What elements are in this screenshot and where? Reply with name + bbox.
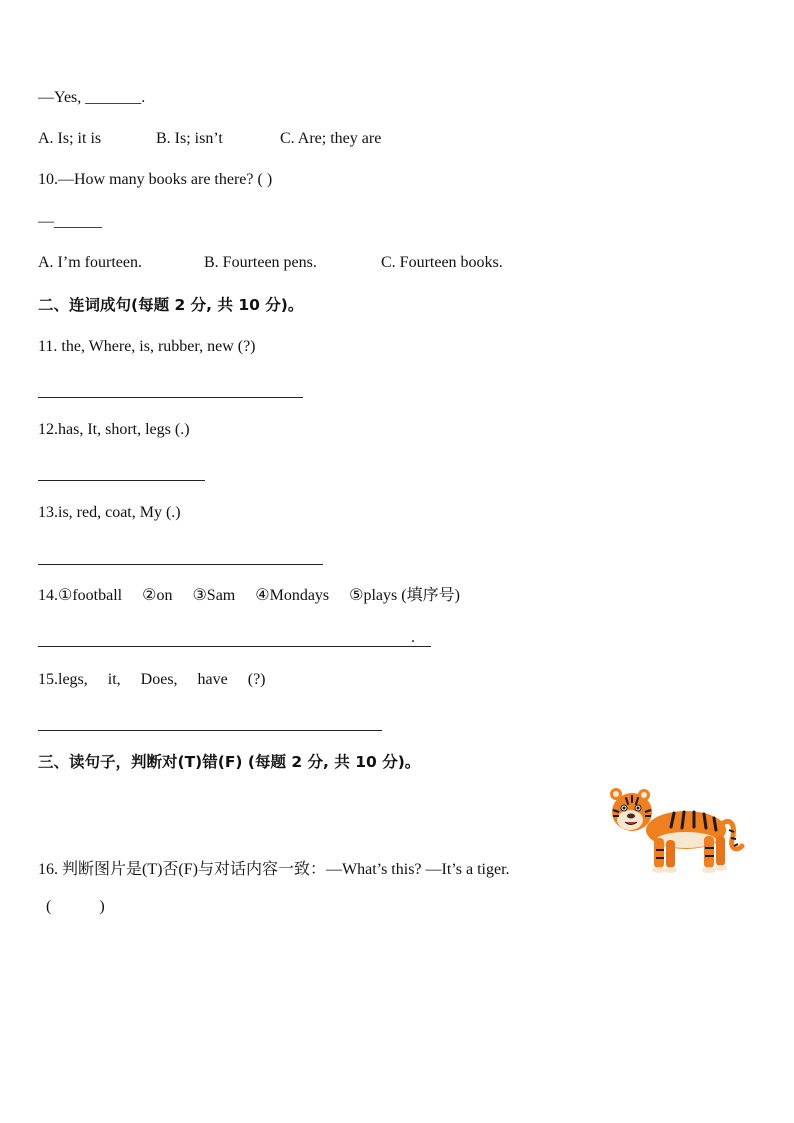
q12-answer-line[interactable]: [38, 480, 205, 481]
section2-title: 二、连词成句(每题 2 分, 共 10 分)。: [38, 296, 304, 314]
q9-option-b: B. Is; isn’t: [156, 130, 223, 147]
q11-answer-line[interactable]: [38, 397, 303, 398]
section3-title: 三、读句子，判断对(T)错(F) (每题 2 分, 共 10 分)。: [38, 753, 421, 771]
q14-answer-line[interactable]: [38, 646, 431, 647]
q10-option-c: C. Fourteen books.: [381, 254, 503, 271]
q15-prompt: 15.legs, it, Does, have (?): [38, 671, 266, 688]
q13-prompt: 13.is, red, coat, My (.): [38, 504, 181, 521]
q10-answer-prompt: —______: [38, 213, 102, 230]
tiger-illustration: [604, 786, 746, 876]
q13-answer-line[interactable]: [38, 564, 323, 565]
q9-option-a: A. Is; it is: [38, 130, 102, 147]
q14-prompt: 14.①football ②on ③Sam ④Mondays ⑤plays (填序号): [38, 587, 460, 604]
q12-prompt: 12.has, It, short, legs (.): [38, 421, 190, 438]
q10-option-b: B. Fourteen pens.: [204, 254, 317, 271]
q14-period: .: [411, 629, 415, 646]
q10-question: 10.—How many books are there? ( ): [38, 171, 273, 188]
q9-option-c: C. Are; they are: [280, 130, 382, 147]
q16-text: 16. 判断图片是(T)否(F)与对话内容一致：—What’s this? —It’s a tiger.: [38, 861, 510, 878]
q9-answer-prompt: —Yes, _______.: [38, 89, 146, 106]
q15-answer-line[interactable]: [38, 730, 382, 731]
q10-option-a: A. I’m fourteen.: [38, 254, 142, 271]
q11-prompt: 11. the, Where, is, rubber, new (?): [38, 338, 256, 355]
q16-answer-blank[interactable]: ( ): [46, 898, 105, 915]
